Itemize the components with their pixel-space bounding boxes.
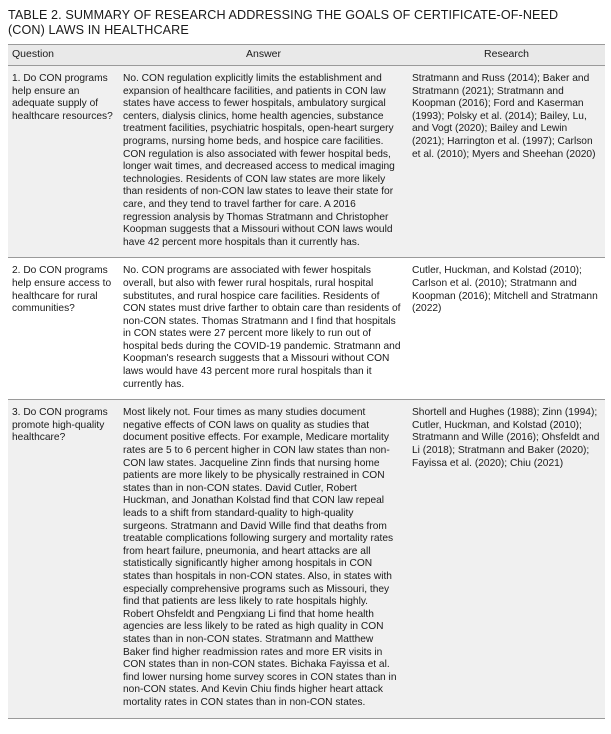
header-research: Research	[408, 45, 605, 66]
table-row	[8, 400, 605, 718]
table-row	[8, 258, 605, 400]
row-question: 2. Do CON programs help ensure access to healthcare for rural communities?	[8, 258, 119, 400]
row-research: Stratmann and Russ (2014); Baker and Stratmann (2021); Stratmann and Koopman (2016); Ford and Kaserman (1993); Polsky et al. (2014); Bailey, Lu, and Vogt (2020); Bailey and Lewin (2021); Harrington et al. (1997); Carlson et al. (2010); Myers and Sheehan (2020)	[408, 66, 605, 258]
summary-table	[8, 44, 605, 719]
row-answer: No. CON regulation explicitly limits the establishment and expansion of healthcare facilities, and patients in CON law states have access to fewer hospitals, ambulatory surgical centers, dialysis clinics, home health agencies, substance treatment facilities, psychiatric hospitals, open-heart surgery programs, nursing home beds, and hospice care facilities. CON regulation is also associated with fewer hospital beds, longer wait times, and decreased access to medical imaging technologies. Residents of CON law states are more likely than residents of non-CON law states to leave their state for care, and they tend to travel farther for care. A 2016 regression analysis by Thomas Stratmann and Christopher Koopman suggests that a Missouri without CON laws would have 42 percent more hospitals than it currently has.	[119, 66, 408, 258]
row-research: Cutler, Huckman, and Kolstad (2010); Carlson et al. (2010); Stratmann and Koopman (2016); Mitchell and Stratmann (2022)	[408, 258, 605, 400]
row-research: Shortell and Hughes (1988); Zinn (1994); Cutler, Huckman, and Kolstad (2010); Stratmann and Wille (2016); Ohsfeldt and Li (2018); Stratmann and Baker (2020); Fayissa et al. (2020); Chiu (2021)	[408, 400, 605, 718]
header-answer: Answer	[119, 45, 408, 66]
row-answer: Most likely not. Four times as many studies document negative effects of CON laws on quality as studies that document positive effects. For example, Medicare mortality rates are 5 to 6 percent higher in CON law states than non-CON law states. Jacqueline Zinn finds that nursing home patients are more likely to be physically restrained in CON states than in non-CON states. David Cutler, Robert Huckman, and Jonathan Kolstad find that CON law repeal leads to a shift from standard-quality to high-quality surgeons. Stratmann and David Wille find that deaths from treatable complications following surgery and mortality rates from heart failure, pneumonia, and heart attacks are all statistically significantly higher among hospitals in CON states than hospitals in non-CON states. Also, in states with especially comprehensive programs such as Missouri, they find that patients are less likely to rate hospitals highly. Robert Ohsfeldt and Pengxiang Li find that home health agencies are less likely to be rated as high quality in CON states than in non-CON states. Stratmann and Matthew Baker find higher readmission rates and more ER visits in CON states than in non-CON states. Bichaka Fayissa et al. find lower nursing home survey scores in CON states than in non-CON states. And Kevin Chiu finds higher heart attack mortality rates in CON states than in non-CON states.	[119, 400, 408, 718]
header-question: Question	[8, 45, 119, 66]
table-title: TABLE 2. SUMMARY OF RESEARCH ADDRESSING THE GOALS OF CERTIFICATE-OF-NEED (CON) LAWS IN HEALTHCARE	[8, 8, 559, 37]
row-question: 1. Do CON programs help ensure an adequate supply of healthcare resources?	[8, 66, 119, 258]
row-question: 3. Do CON programs promote high-quality healthcare?	[8, 400, 119, 718]
table-header-row	[8, 45, 605, 66]
row-answer: No. CON programs are associated with fewer hospitals overall, but also with fewer rural hospitals, rural hospital substitutes, and rural hospice care facilities. Residents of CON states must drive farther to obtain care than residents of non-CON states. Thomas Stratmann and I find that hospitals in CON states were 27 percent more likely to run out of hospital beds during the COVID-19 pandemic. Stratmann and Koopman's research suggests that a Missouri without CON laws would have 43 percent more rural hospitals than it currently has.	[119, 258, 408, 400]
table-row	[8, 66, 605, 258]
